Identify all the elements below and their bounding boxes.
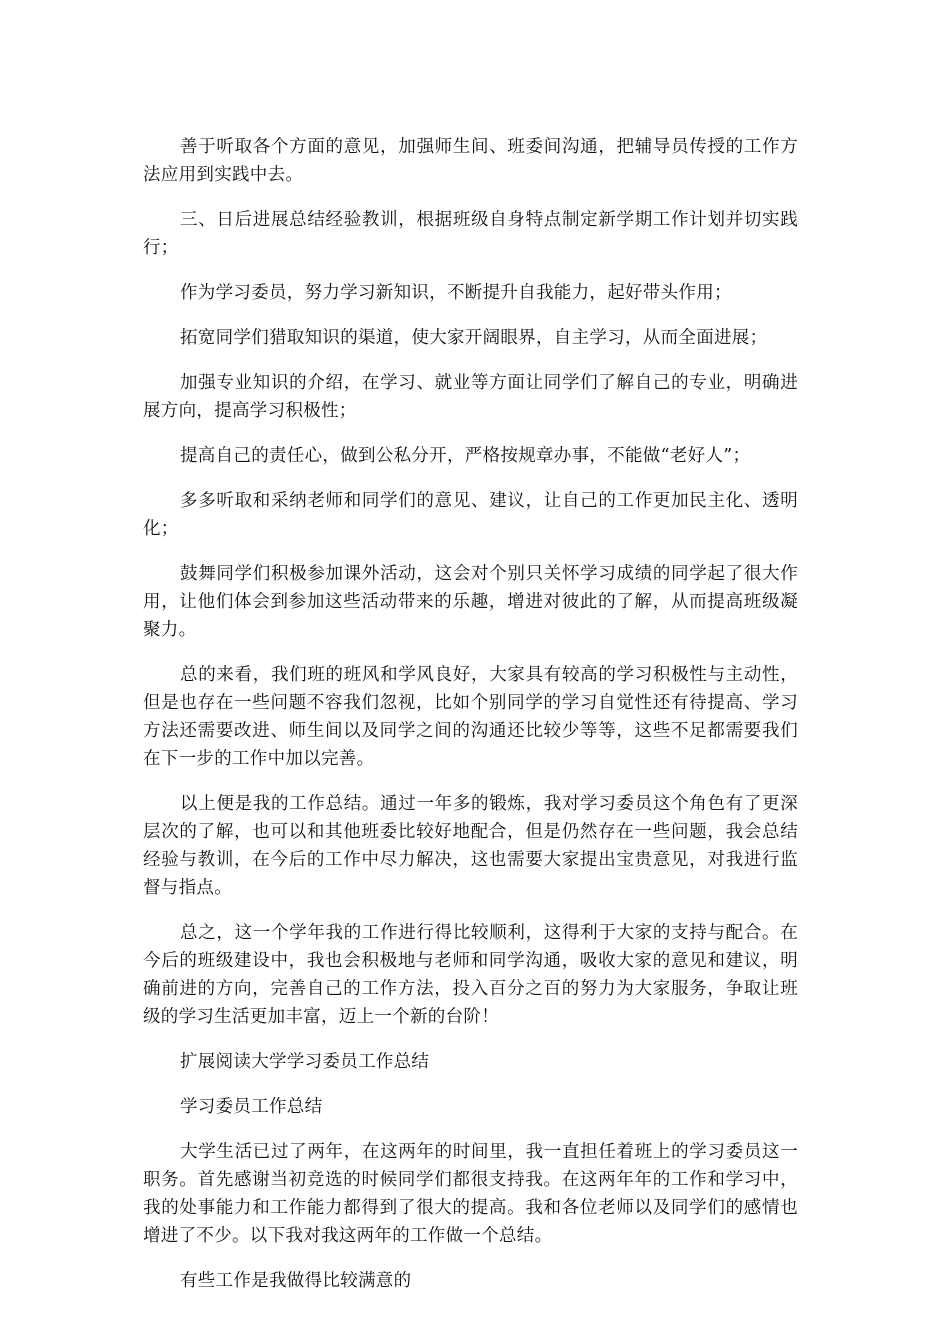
paragraph: 提高自己的责任心，做到公私分开，严格按规章办事，不能做“老好人”；	[180, 446, 751, 466]
paragraph: 加强专业知识的介绍，在学习、就业等方面让同学们了解自己的专业，明确进展方向，提高学习积极性；	[143, 373, 798, 421]
paragraph: 多多听取和采纳老师和同学们的意见、建议，让自己的工作更加民主化、透明化；	[143, 491, 798, 539]
paragraph: 善于听取各个方面的意见，加强师生间、班委间沟通，把辅导员传授的工作方法应用到实践中去。	[143, 137, 798, 185]
paragraph: 拓宽同学们猎取知识的渠道，使大家开阔眼界，自主学习，从而全面进展；	[180, 328, 768, 348]
paragraph: 鼓舞同学们积极参加课外活动，这会对个别只关怀学习成绩的同学起了很大作用，让他们体会到参加这些活动带来的乐趣，增进对彼此的了解，从而提高班级凝聚力。	[143, 564, 798, 640]
paragraph: 大学生活已过了两年，在这两年的时间里，我一直担任着班上的学习委员这一职务。首先感谢当初竞选的时候同学们都很支持我。在这两年年的工作和学习中，我的处事能力和工作能力都得到了很大的提高。我和各位老师以及同学们的感情也增进了不少。以下我对我这两年的工作做一个总结。	[143, 1142, 798, 1246]
section-heading: 学习委员工作总结	[180, 1097, 323, 1117]
paragraph: 三、日后进展总结经验教训，根据班级自身特点制定新学期工作计划并切实践行；	[143, 210, 798, 258]
section-heading: 扩展阅读大学学习委员工作总结	[180, 1052, 430, 1072]
paragraph: 作为学习委员，努力学习新知识，不断提升自我能力，起好带头作用；	[180, 283, 732, 303]
document-body	[143, 133, 798, 1312]
paragraph: 有些工作是我做得比较满意的	[180, 1271, 412, 1291]
paragraph: 以上便是我的工作总结。通过一年多的锻炼，我对学习委员这个角色有了更深层次的了解，也可以和其他班委比较好地配合，但是仍然存在一些问题，我会总结经验与教训，在今后的工作中尽力解决，这也需要大家提出宝贵意见，对我进行监督与指点。	[143, 794, 798, 898]
paragraph: 总之，这一个学年我的工作进行得比较顺利，这得利于大家的支持与配合。在今后的班级建设中，我也会积极地与老师和同学沟通，吸收大家的意见和建议，明确前进的方向，完善自己的工作方法，投入百分之百的努力为大家服务，争取让班级的学习生活更加丰富，迈上一个新的台阶！	[143, 923, 798, 1027]
paragraph: 总的来看，我们班的班风和学风良好，大家具有较高的学习积极性与主动性，但是也存在一些问题不容我们忽视，比如个别同学的学习自觉性还有待提高、学习方法还需要改进、师生间以及同学之间的沟通还比较少等等，这些不足都需要我们在下一步的工作中加以完善。	[143, 665, 798, 769]
